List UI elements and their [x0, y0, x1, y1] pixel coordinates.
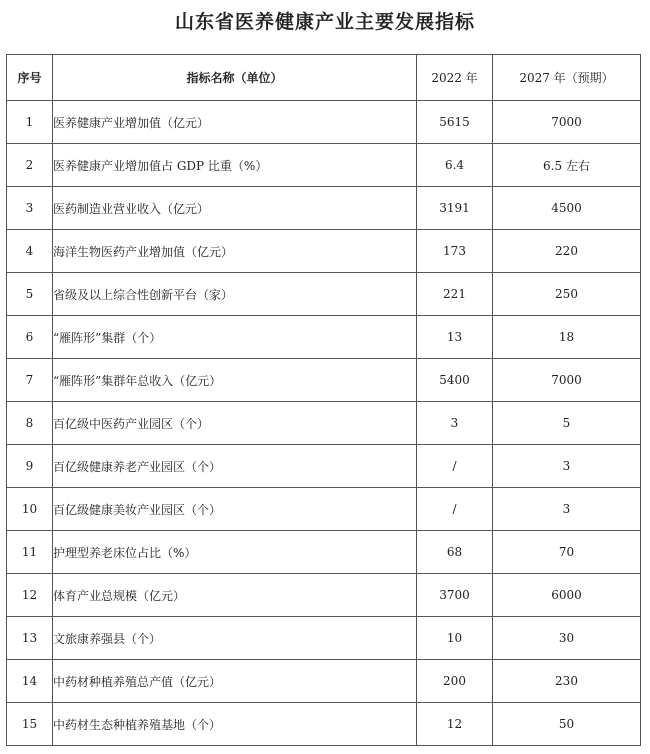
row-value-2022: 3191: [417, 187, 493, 230]
row-value-2027: 6.5 左右: [493, 144, 641, 187]
row-value-2022: 3: [417, 402, 493, 445]
row-value-2027: 250: [493, 273, 641, 316]
row-index: 12: [7, 574, 53, 617]
row-value-2022: 6.4: [417, 144, 493, 187]
row-indicator-name: 文旅康养强县（个）: [53, 617, 417, 660]
table-row: [7, 144, 641, 187]
row-indicator-name: 体育产业总规模（亿元）: [53, 574, 417, 617]
row-indicator-name: 百亿级健康养老产业园区（个）: [53, 445, 417, 488]
row-value-2022: 10: [417, 617, 493, 660]
row-indicator-name: “雁阵形”集群（个）: [53, 316, 417, 359]
row-index: 14: [7, 660, 53, 703]
row-value-2022: 173: [417, 230, 493, 273]
table-row: [7, 703, 641, 746]
row-indicator-name: 省级及以上综合性创新平台（家）: [53, 273, 417, 316]
header-year-2027: 2027 年（预期）: [493, 55, 641, 101]
row-indicator-name: 中药材种植养殖总产值（亿元）: [53, 660, 417, 703]
table-row: [7, 531, 641, 574]
row-value-2027: 7000: [493, 101, 641, 144]
row-indicator-name: 医养健康产业增加值占 GDP 比重（%）: [53, 144, 417, 187]
row-value-2027: 50: [493, 703, 641, 746]
row-value-2027: 70: [493, 531, 641, 574]
row-indicator-name: 医养健康产业增加值（亿元）: [53, 101, 417, 144]
row-index: 7: [7, 359, 53, 402]
row-index: 11: [7, 531, 53, 574]
row-value-2027: 7000: [493, 359, 641, 402]
table-row: [7, 574, 641, 617]
row-index: 10: [7, 488, 53, 531]
row-value-2022: 13: [417, 316, 493, 359]
table-row: [7, 445, 641, 488]
row-index: 3: [7, 187, 53, 230]
row-index: 2: [7, 144, 53, 187]
row-index: 8: [7, 402, 53, 445]
row-value-2022: 5615: [417, 101, 493, 144]
table-row: [7, 660, 641, 703]
table-header: [7, 55, 641, 101]
row-value-2022: 200: [417, 660, 493, 703]
table-row: [7, 101, 641, 144]
row-value-2027: 230: [493, 660, 641, 703]
row-value-2027: 3: [493, 488, 641, 531]
row-value-2022: /: [417, 445, 493, 488]
row-value-2027: 3: [493, 445, 641, 488]
header-year-2022: 2022 年: [417, 55, 493, 101]
header-index: 序号: [7, 55, 53, 101]
row-value-2022: 3700: [417, 574, 493, 617]
row-indicator-name: 医药制造业营业收入（亿元）: [53, 187, 417, 230]
row-indicator-name: 中药材生态种植养殖基地（个）: [53, 703, 417, 746]
row-value-2022: /: [417, 488, 493, 531]
row-value-2027: 5: [493, 402, 641, 445]
row-indicator-name: 百亿级中医药产业园区（个）: [53, 402, 417, 445]
row-value-2027: 4500: [493, 187, 641, 230]
row-value-2027: 6000: [493, 574, 641, 617]
row-value-2022: 221: [417, 273, 493, 316]
row-value-2027: 18: [493, 316, 641, 359]
table-row: [7, 187, 641, 230]
table-row: [7, 359, 641, 402]
table-row: [7, 402, 641, 445]
row-indicator-name: 护理型养老床位占比（%）: [53, 531, 417, 574]
page-title: 山东省医养健康产业主要发展指标: [174, 11, 475, 33]
row-indicator-name: 海洋生物医药产业增加值（亿元）: [53, 230, 417, 273]
table-row: [7, 488, 641, 531]
row-value-2022: 5400: [417, 359, 493, 402]
row-index: 15: [7, 703, 53, 746]
row-index: 13: [7, 617, 53, 660]
row-indicator-name: 百亿级健康美妆产业园区（个）: [53, 488, 417, 531]
row-value-2027: 220: [493, 230, 641, 273]
header-indicator-name: 指标名称（单位）: [53, 55, 417, 101]
row-index: 6: [7, 316, 53, 359]
row-index: 5: [7, 273, 53, 316]
header-row: [7, 55, 641, 101]
row-index: 4: [7, 230, 53, 273]
table-body: [7, 101, 641, 746]
table-row: [7, 316, 641, 359]
row-value-2022: 12: [417, 703, 493, 746]
row-index: 9: [7, 445, 53, 488]
row-value-2027: 30: [493, 617, 641, 660]
table-row: [7, 617, 641, 660]
row-index: 1: [7, 101, 53, 144]
table-row: [7, 273, 641, 316]
row-indicator-name: “雁阵形”集群年总收入（亿元）: [53, 359, 417, 402]
row-value-2022: 68: [417, 531, 493, 574]
table-row: [7, 230, 641, 273]
indicators-table: [6, 54, 641, 746]
